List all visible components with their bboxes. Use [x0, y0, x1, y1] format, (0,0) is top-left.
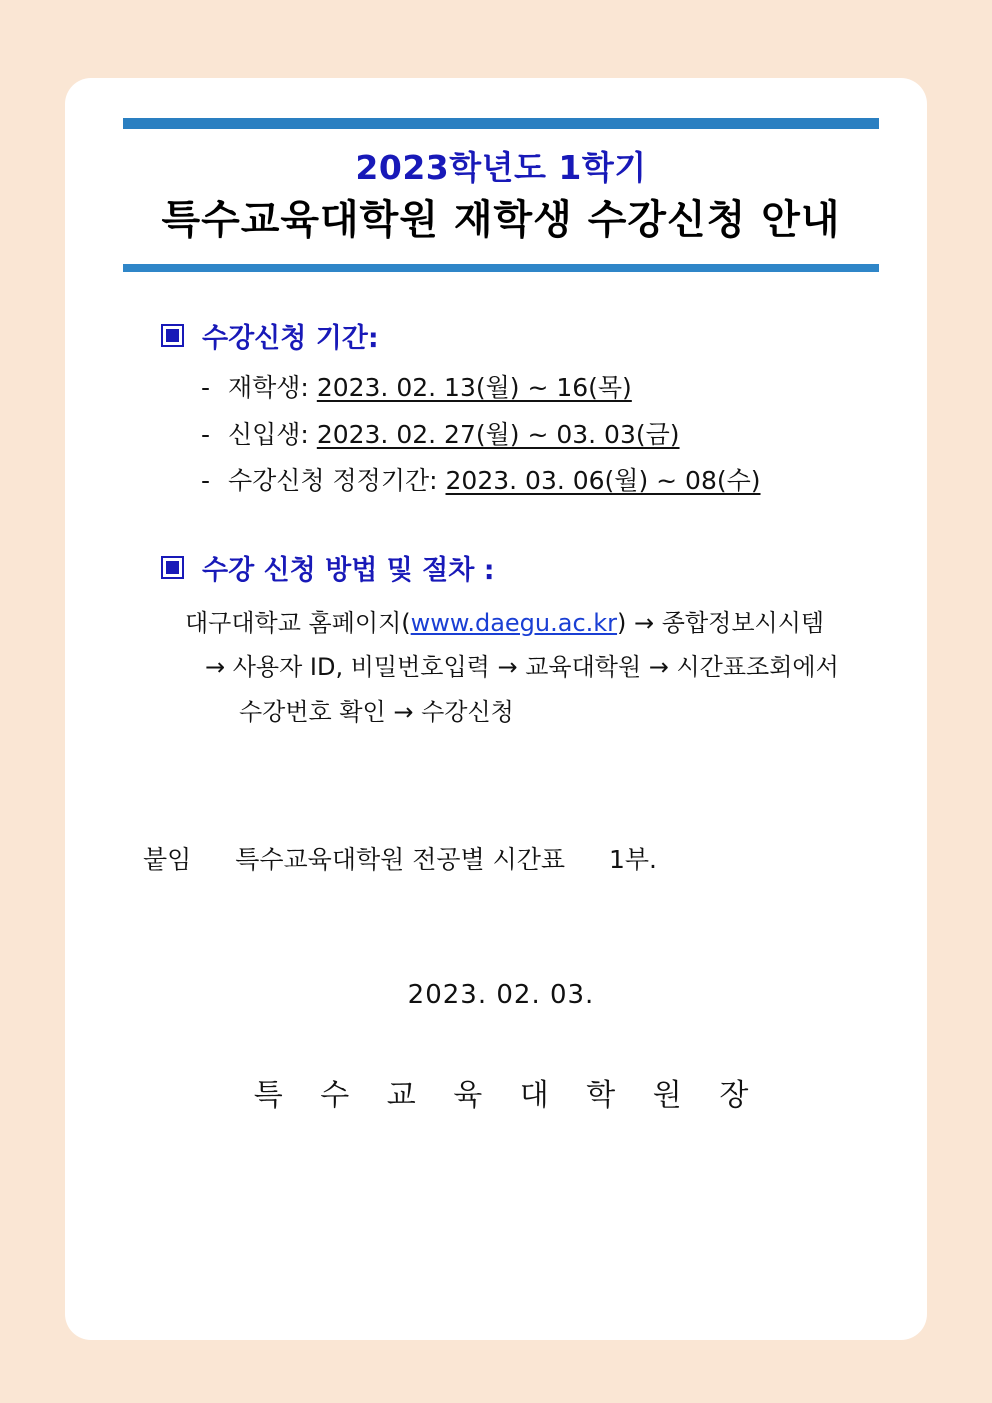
- item-value: 2023. 03. 06(월) ~ 08(수): [445, 465, 761, 495]
- document-page: [65, 78, 927, 1340]
- item-value: 2023. 02. 13(월) ~ 16(목): [316, 373, 632, 403]
- item-label: 신입생:: [227, 419, 309, 449]
- document-body: [123, 118, 879, 1114]
- method-steps: [123, 601, 879, 734]
- item-dash: -: [201, 373, 211, 403]
- item-label: 재학생:: [227, 373, 309, 403]
- item-dash: -: [201, 465, 211, 495]
- section-application-period: [123, 316, 879, 504]
- method-line-1: [185, 601, 879, 645]
- item-label: 수강신청 정정기간:: [227, 465, 438, 495]
- list-item: [201, 412, 879, 458]
- square-bullet-icon: [161, 556, 184, 579]
- title-line-1: 2023학년도 1학기: [355, 148, 647, 187]
- method-line-1-prefix: 대구대학교 홈페이지(: [185, 609, 411, 637]
- title-line-2: 특수교육대학원 재학생 수강신청 안내: [161, 197, 841, 244]
- method-line-3: 수강번호 확인 → 수강신청: [239, 697, 514, 726]
- university-homepage-link[interactable]: www.daegu.ac.kr: [410, 609, 618, 637]
- list-item: [201, 365, 879, 411]
- issue-date: 2023. 02. 03.: [407, 980, 595, 1011]
- attachment-label: 붙임: [143, 845, 192, 875]
- section-heading-method-label: 수강 신청 방법 및 절차 :: [202, 555, 495, 586]
- method-line-1-suffix: ) → 종합정보시시템: [617, 609, 825, 637]
- period-item-list: [123, 365, 879, 504]
- section-heading-period: [123, 316, 879, 355]
- header-rule-top: [123, 118, 879, 129]
- method-line-2: → 사용자 ID, 비밀번호입력 → 교육대학원 → 시간표조회에서: [205, 653, 839, 682]
- square-bullet-icon: [161, 324, 184, 347]
- attachment-note: [123, 840, 879, 876]
- attachment-text: 특수교육대학원 전공별 시간표: [235, 845, 566, 875]
- page-title: [123, 129, 879, 258]
- item-dash: -: [201, 419, 211, 449]
- signer-title: 특 수 교 육 대 학 원 장: [253, 1078, 763, 1114]
- section-application-method: [123, 548, 879, 734]
- item-value: 2023. 02. 27(월) ~ 03. 03(금): [316, 419, 680, 449]
- attachment-count: 1부.: [608, 845, 657, 875]
- list-item: [201, 458, 879, 504]
- section-heading-method: [123, 548, 879, 587]
- header-rule-bottom: [123, 264, 879, 272]
- section-heading-period-label: 수강신청 기간:: [202, 323, 379, 355]
